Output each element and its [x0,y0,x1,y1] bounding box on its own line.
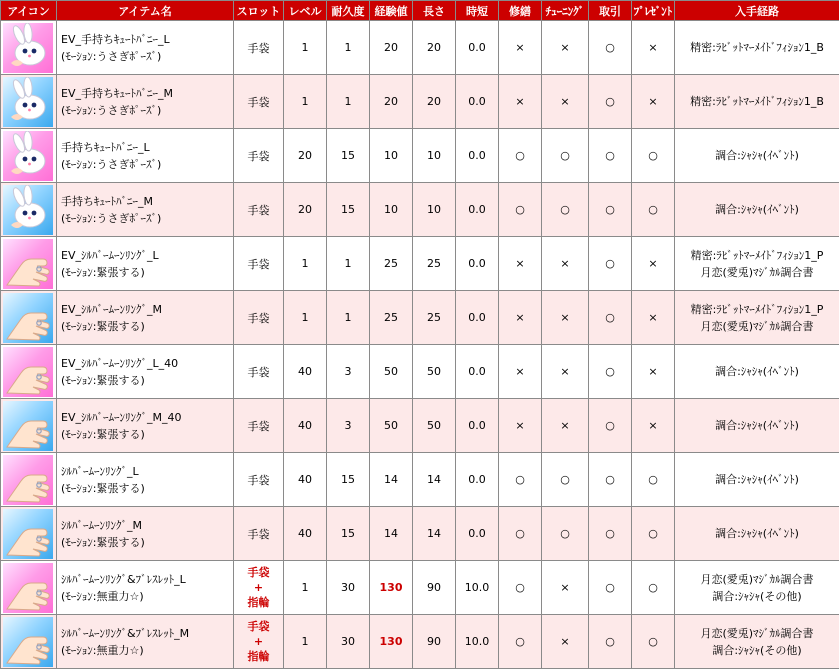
item-motion: (ﾓｰｼｮﾝ:緊張する) [61,265,145,279]
level-cell: 1 [284,561,327,615]
table-row [1,345,839,399]
length-cell: 10 [413,129,456,183]
item-name-cell [57,291,234,345]
exp-cell: 14 [370,507,413,561]
tuning-cell: ○ [542,453,589,507]
shorten-cell: 0.0 [456,183,499,237]
present-cell: ○ [632,183,675,237]
present-cell: ○ [632,615,675,669]
tuning-cell: × [542,345,589,399]
length-cell: 20 [413,21,456,75]
trade-cell: ○ [589,615,632,669]
item-name: ｼﾙﾊﾞｰﾑｰﾝﾘﾝｸﾞ_M [61,518,142,532]
item-icon-cell [1,345,57,399]
item-name-cell [57,615,234,669]
route-cell [675,345,839,399]
table-row [1,75,839,129]
table-row [1,453,839,507]
trade-cell: ○ [589,453,632,507]
trade-cell: ○ [589,345,632,399]
route-line-2: 調合:ｼｬｼｬ(その他) [712,589,802,603]
repair-cell: ○ [499,183,542,237]
level-cell: 1 [284,291,327,345]
durability-cell: 3 [327,399,370,453]
header-shorten: 時短 [456,1,499,21]
item-icon-cell [1,129,57,183]
durability-cell: 30 [327,561,370,615]
length-cell: 90 [413,615,456,669]
level-cell: 40 [284,507,327,561]
durability-cell: 1 [327,237,370,291]
exp-cell: 20 [370,75,413,129]
item-icon-cell [1,453,57,507]
hand-ring-icon [3,617,53,667]
route-cell [675,507,839,561]
exp-cell: 10 [370,183,413,237]
trade-cell: ○ [589,561,632,615]
length-cell: 50 [413,399,456,453]
route-line-1: 精密:ﾗﾋﾞｯﾄﾏｰﾒｲﾄﾞﾌｨｼｮﾝ1_B [690,41,824,54]
header-exp: 経験値 [370,1,413,21]
hand-ring-icon [3,563,53,613]
trade-cell: ○ [589,21,632,75]
item-motion: (ﾓｰｼｮﾝ:うさぎﾎﾟｰｽﾞ) [61,211,162,225]
route-cell [675,453,839,507]
slot-top: 手袋 [247,566,270,579]
slot-cell: 手袋 [234,129,284,183]
item-name: ｼﾙﾊﾞｰﾑｰﾝﾘﾝｸﾞ_L [61,464,139,478]
trade-cell: ○ [589,183,632,237]
trade-cell: ○ [589,507,632,561]
bunny-plush-icon [3,131,53,181]
shorten-cell: 0.0 [456,345,499,399]
route-cell [675,183,839,237]
header-row [1,1,839,21]
item-name-cell [57,21,234,75]
item-icon-cell [1,399,57,453]
item-name-cell [57,507,234,561]
hand-ring-icon [3,401,53,451]
slot-cell: 手袋 [234,75,284,129]
item-name-cell [57,453,234,507]
route-cell [675,21,839,75]
route-line-1: 精密:ﾗﾋﾞｯﾄﾏｰﾒｲﾄﾞﾌｨｼｮﾝ1_P [690,248,824,262]
table-row [1,561,839,615]
shorten-cell: 0.0 [456,129,499,183]
route-cell [675,399,839,453]
tuning-cell: × [542,75,589,129]
present-cell: × [632,345,675,399]
length-cell: 25 [413,291,456,345]
hand-ring-icon [3,455,53,505]
hand-ring-icon [3,509,53,559]
item-icon-cell [1,291,57,345]
trade-cell: ○ [589,399,632,453]
repair-cell: × [499,21,542,75]
level-cell: 1 [284,615,327,669]
present-cell: ○ [632,129,675,183]
exp-cell: 130 [370,561,413,615]
exp-cell: 130 [370,615,413,669]
durability-cell: 30 [327,615,370,669]
route-line-1: 調合:ｼｬｼｬ(ｲﾍﾞﾝﾄ) [715,149,799,162]
exp-cell: 25 [370,291,413,345]
slot-plus: + [253,635,264,648]
table-row [1,399,839,453]
slot-bottom: 指輪 [247,596,270,609]
item-name: EV_ｼﾙﾊﾞｰﾑｰﾝﾘﾝｸﾞ_L [61,248,159,262]
length-cell: 10 [413,183,456,237]
item-name: ｼﾙﾊﾞｰﾑｰﾝﾘﾝｸﾞ&ﾌﾞﾚｽﾚｯﾄ_M [61,626,190,640]
route-line-1: 精密:ﾗﾋﾞｯﾄﾏｰﾒｲﾄﾞﾌｨｼｮﾝ1_B [690,95,824,108]
table-row [1,507,839,561]
item-icon-cell [1,75,57,129]
item-name-cell [57,183,234,237]
repair-cell: ○ [499,507,542,561]
item-icon-cell [1,237,57,291]
exp-cell: 20 [370,21,413,75]
shorten-cell: 0.0 [456,237,499,291]
durability-cell: 1 [327,291,370,345]
route-cell [675,561,839,615]
level-cell: 40 [284,453,327,507]
route-line-1: 調合:ｼｬｼｬ(ｲﾍﾞﾝﾄ) [715,365,799,378]
route-cell [675,75,839,129]
hand-ring-icon [3,347,53,397]
level-cell: 40 [284,399,327,453]
route-line-2: 月恋(愛兎)ﾏｼﾞｶﾙ調合書 [700,319,814,333]
tuning-cell: × [542,21,589,75]
present-cell: ○ [632,561,675,615]
item-motion: (ﾓｰｼｮﾝ:緊張する) [61,427,145,441]
hand-ring-icon [3,239,53,289]
slot-cell [234,615,284,669]
slot-cell: 手袋 [234,183,284,237]
durability-cell: 15 [327,453,370,507]
length-cell: 14 [413,453,456,507]
table-row [1,237,839,291]
item-motion: (ﾓｰｼｮﾝ:緊張する) [61,535,145,549]
header-present: ﾌﾟﾚｾﾞﾝﾄ [632,1,675,21]
present-cell: × [632,237,675,291]
route-line-1: 調合:ｼｬｼｬ(ｲﾍﾞﾝﾄ) [715,473,799,486]
slot-plus: + [253,581,264,594]
item-name: 手持ちｷｭｰﾄﾊﾞﾆｰ_M [61,194,153,208]
trade-cell: ○ [589,291,632,345]
slot-cell: 手袋 [234,21,284,75]
item-icon-cell [1,615,57,669]
bunny-plush-icon [3,23,53,73]
route-cell [675,129,839,183]
item-motion: (ﾓｰｼｮﾝ:うさぎﾎﾟｰｽﾞ) [61,157,162,171]
item-motion: (ﾓｰｼｮﾝ:緊張する) [61,319,145,333]
level-cell: 1 [284,237,327,291]
item-motion: (ﾓｰｼｮﾝ:無重力☆) [61,643,144,657]
repair-cell: × [499,399,542,453]
present-cell: ○ [632,453,675,507]
header-level: レベル [284,1,327,21]
item-name-cell [57,75,234,129]
repair-cell: ○ [499,129,542,183]
exp-cell: 50 [370,399,413,453]
route-line-2: 調合:ｼｬｼｬ(その他) [712,643,802,657]
repair-cell: × [499,291,542,345]
length-cell: 20 [413,75,456,129]
durability-cell: 15 [327,129,370,183]
present-cell: × [632,75,675,129]
route-line-1: 調合:ｼｬｼｬ(ｲﾍﾞﾝﾄ) [715,527,799,540]
shorten-cell: 10.0 [456,615,499,669]
shorten-cell: 0.0 [456,75,499,129]
item-motion: (ﾓｰｼｮﾝ:うさぎﾎﾟｰｽﾞ) [61,103,162,117]
slot-cell: 手袋 [234,507,284,561]
length-cell: 14 [413,507,456,561]
exp-cell: 25 [370,237,413,291]
route-line-2: 月恋(愛兎)ﾏｼﾞｶﾙ調合書 [700,265,814,279]
slot-cell: 手袋 [234,453,284,507]
level-cell: 20 [284,129,327,183]
shorten-cell: 10.0 [456,561,499,615]
durability-cell: 1 [327,75,370,129]
trade-cell: ○ [589,237,632,291]
repair-cell: ○ [499,615,542,669]
item-name-cell [57,345,234,399]
hand-ring-icon [3,293,53,343]
header-durability: 耐久度 [327,1,370,21]
shorten-cell: 0.0 [456,399,499,453]
item-name-cell [57,561,234,615]
length-cell: 50 [413,345,456,399]
repair-cell: ○ [499,561,542,615]
length-cell: 25 [413,237,456,291]
tuning-cell: ○ [542,507,589,561]
durability-cell: 1 [327,21,370,75]
trade-cell: ○ [589,75,632,129]
slot-bottom: 指輪 [247,650,270,663]
item-name: ｼﾙﾊﾞｰﾑｰﾝﾘﾝｸﾞ&ﾌﾞﾚｽﾚｯﾄ_L [61,572,186,586]
shorten-cell: 0.0 [456,21,499,75]
item-icon-cell [1,561,57,615]
route-cell [675,291,839,345]
item-name: EV_手持ちｷｭｰﾄﾊﾞﾆｰ_M [61,86,173,100]
table-row [1,291,839,345]
route-line-1: 調合:ｼｬｼｬ(ｲﾍﾞﾝﾄ) [715,419,799,432]
item-motion: (ﾓｰｼｮﾝ:うさぎﾎﾟｰｽﾞ) [61,49,162,63]
tuning-cell: ○ [542,129,589,183]
trade-cell: ○ [589,129,632,183]
length-cell: 90 [413,561,456,615]
item-name: EV_ｼﾙﾊﾞｰﾑｰﾝﾘﾝｸﾞ_L_40 [61,356,179,370]
slot-top: 手袋 [247,620,270,633]
item-name: 手持ちｷｭｰﾄﾊﾞﾆｰ_L [61,140,150,154]
item-name: EV_ｼﾙﾊﾞｰﾑｰﾝﾘﾝｸﾞ_M_40 [61,410,182,424]
shorten-cell: 0.0 [456,453,499,507]
repair-cell: × [499,345,542,399]
exp-cell: 10 [370,129,413,183]
route-line-1: 調合:ｼｬｼｬ(ｲﾍﾞﾝﾄ) [715,203,799,216]
shorten-cell: 0.0 [456,507,499,561]
header-trade: 取引 [589,1,632,21]
tuning-cell: × [542,561,589,615]
level-cell: 20 [284,183,327,237]
route-cell [675,237,839,291]
tuning-cell: × [542,237,589,291]
header-repair: 修繕 [499,1,542,21]
repair-cell: × [499,75,542,129]
slot-cell [234,561,284,615]
slot-cell: 手袋 [234,345,284,399]
table-row [1,183,839,237]
route-cell [675,615,839,669]
level-cell: 1 [284,21,327,75]
durability-cell: 3 [327,345,370,399]
header-route: 入手経路 [675,1,839,21]
header-length: 長さ [413,1,456,21]
exp-cell: 50 [370,345,413,399]
level-cell: 1 [284,75,327,129]
present-cell: × [632,399,675,453]
present-cell: ○ [632,507,675,561]
item-name: EV_ｼﾙﾊﾞｰﾑｰﾝﾘﾝｸﾞ_M [61,302,162,316]
durability-cell: 15 [327,507,370,561]
durability-cell: 15 [327,183,370,237]
item-icon-cell [1,21,57,75]
item-name-cell [57,237,234,291]
header-icon: アイコン [1,1,57,21]
bunny-plush-icon [3,77,53,127]
route-line-1: 月恋(愛兎)ﾏｼﾞｶﾙ調合書 [700,572,814,586]
item-icon-cell [1,507,57,561]
slot-cell: 手袋 [234,291,284,345]
tuning-cell: ○ [542,183,589,237]
item-name-cell [57,129,234,183]
tuning-cell: × [542,615,589,669]
item-name: EV_手持ちｷｭｰﾄﾊﾞﾆｰ_L [61,32,170,46]
table-row [1,615,839,669]
header-slot: スロット [234,1,284,21]
item-motion: (ﾓｰｼｮﾝ:緊張する) [61,481,145,495]
header-tuning: ﾁｭｰﾆﾝｸﾞ [542,1,589,21]
item-motion: (ﾓｰｼｮﾝ:無重力☆) [61,589,144,603]
shorten-cell: 0.0 [456,291,499,345]
tuning-cell: × [542,399,589,453]
present-cell: × [632,291,675,345]
present-cell: × [632,21,675,75]
repair-cell: ○ [499,453,542,507]
tuning-cell: × [542,291,589,345]
item-icon-cell [1,183,57,237]
slot-cell: 手袋 [234,399,284,453]
header-name: アイテム名 [57,1,234,21]
route-line-1: 月恋(愛兎)ﾏｼﾞｶﾙ調合書 [700,626,814,640]
slot-cell: 手袋 [234,237,284,291]
repair-cell: × [499,237,542,291]
table-row [1,21,839,75]
level-cell: 40 [284,345,327,399]
bunny-plush-icon [3,185,53,235]
route-line-1: 精密:ﾗﾋﾞｯﾄﾏｰﾒｲﾄﾞﾌｨｼｮﾝ1_P [690,302,824,316]
table-row [1,129,839,183]
exp-cell: 14 [370,453,413,507]
item-motion: (ﾓｰｼｮﾝ:緊張する) [61,373,145,387]
item-name-cell [57,399,234,453]
